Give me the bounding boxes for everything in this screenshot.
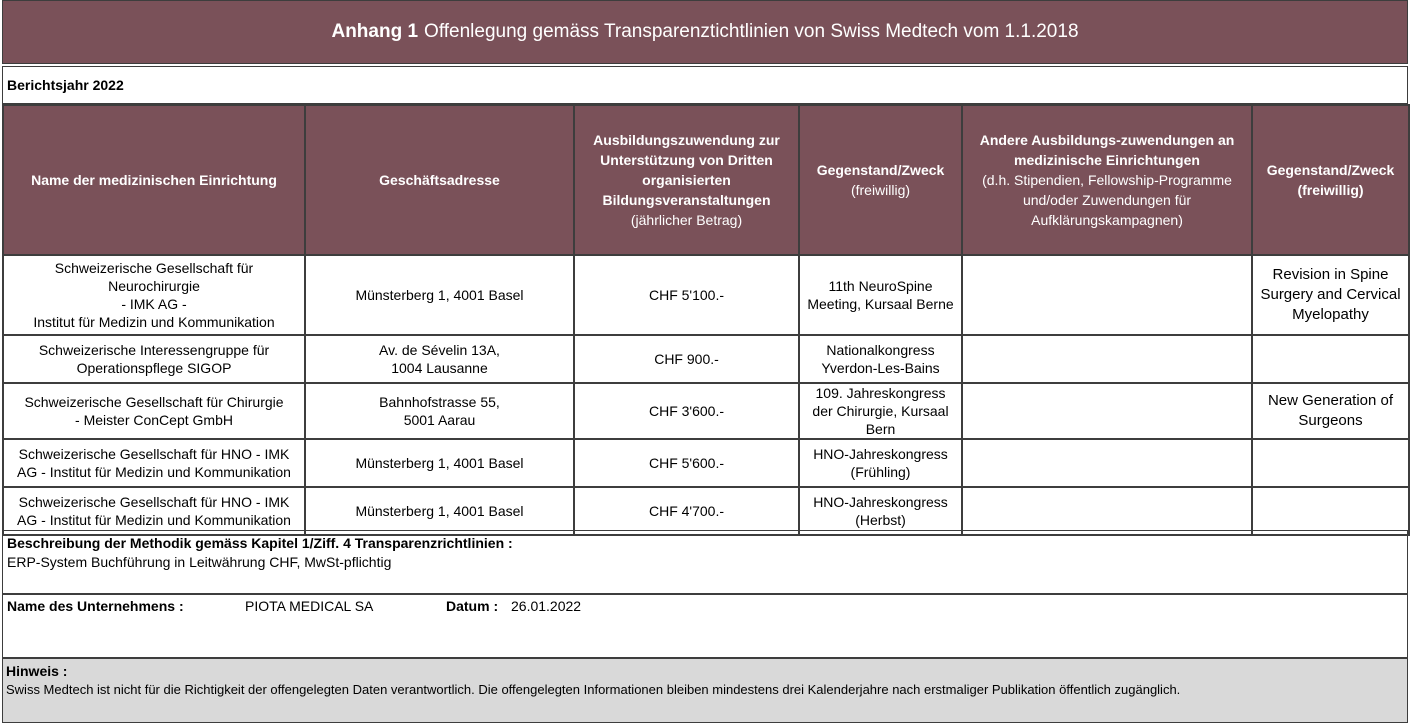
notice-label: Hinweis : [6, 663, 68, 679]
institution-cell-line: Schweizerische Gesellschaft für Chirurgie [24, 394, 284, 410]
methodology-text: ERP-System Buchführung in Leitwährung CHF, MwSt-pflichtig [7, 554, 392, 570]
disclosure-table [2, 104, 1410, 536]
other-purpose-cell [1252, 255, 1409, 335]
address-cell [305, 439, 574, 487]
purpose-cell-line: Nationalkongress [826, 342, 935, 358]
company-name-label: Name des Unternehmens : [7, 598, 184, 614]
other-purpose-cell-line: Myelopathy [1292, 306, 1369, 323]
amount-cell [574, 335, 799, 383]
purpose-cell [799, 487, 962, 535]
institution-cell [3, 487, 305, 535]
column-header-purpose: Gegenstand/Zweck (freiwillig) [799, 105, 962, 255]
institution-cell-line: - Meister ConCept GmbH [75, 412, 233, 428]
address-cell-line: Münsterberg 1, 4001 Basel [355, 503, 524, 519]
other-purpose-cell-line: Surgery and Cervical [1260, 286, 1401, 303]
address-cell [305, 255, 574, 335]
amount-cell-value: CHF 5'100.- [648, 287, 725, 303]
address-cell-line: 5001 Aarau [403, 412, 476, 428]
address-cell-line: Av. de Sévelin 13A, [379, 342, 500, 358]
column-header-education-grant: Ausbildungszuwendung zur Unterstützung von Dritten organisierten Bildungsveranstaltungen (jährlicher Betrag) [574, 105, 799, 255]
other-purpose-cell [1252, 439, 1409, 487]
institution-cell-line: Operationspflege SIGOP [76, 360, 232, 376]
address-cell-line: Bahnhofstrasse 55, [379, 394, 500, 410]
document-title [2, 0, 1408, 64]
other-purpose-cell [1252, 487, 1409, 535]
table-body [3, 255, 1409, 535]
report-year: Berichtsjahr 2022 [2, 66, 1408, 104]
institution-cell-line: Schweizerische Gesellschaft für [54, 260, 254, 276]
column-header-other-grants: Andere Ausbildungs-zuwendungen an medizinische Einrichtungen (d.h. Stipendien, Fellowship-Programme und/oder Zuwendungen für Aufklärungskampagnen) [962, 105, 1252, 255]
purpose-cell [799, 383, 962, 439]
table-row [3, 255, 1409, 335]
other-grants-cell [962, 383, 1252, 439]
amount-cell [574, 487, 799, 535]
address-cell-line: Münsterberg 1, 4001 Basel [355, 455, 524, 471]
table-row [3, 335, 1409, 383]
purpose-cell-line: HNO-Jahreskongress [813, 446, 948, 462]
notice-text: Swiss Medtech ist nicht für die Richtigkeit der offengelegten Daten verantwortlich. Die offengelegten Informationen bleiben mindestens drei Kalenderjahre nach erstmaliger Publikation öffentlich zugänglich. [6, 682, 1181, 697]
purpose-cell-line: Yverdon-Les-Bains [821, 360, 940, 376]
purpose-cell-line: 109. Jahreskongress [815, 385, 946, 401]
methodology-section [2, 530, 1408, 594]
address-cell [305, 335, 574, 383]
purpose-cell-line: (Frühling) [850, 464, 911, 480]
other-grants-cell [962, 439, 1252, 487]
other-purpose-cell [1252, 335, 1409, 383]
other-grants-cell [962, 487, 1252, 535]
date-value: 26.01.2022 [511, 598, 582, 614]
title-text: Offenlegung gemäss Transparenztichtlinien von Swiss Medtech vom 1.1.2018 [424, 21, 1079, 42]
table-row [3, 439, 1409, 487]
other-grants-cell [962, 255, 1252, 335]
address-cell-line: 1004 Lausanne [391, 360, 488, 376]
amount-cell-value: CHF 4'700.- [648, 503, 725, 519]
column-header-institution: Name der medizinischen Einrichtung [3, 105, 305, 255]
company-name-value: PIOTA MEDICAL SA [245, 598, 374, 614]
institution-cell [3, 255, 305, 335]
address-cell [305, 383, 574, 439]
title-bold: Anhang 1 [331, 21, 419, 42]
address-cell-line: Münsterberg 1, 4001 Basel [355, 287, 524, 303]
column-header-other-purpose: Gegenstand/Zweck (freiwillig) [1252, 105, 1409, 255]
purpose-cell [799, 439, 962, 487]
purpose-cell-line: Meeting, Kursaal Berne [807, 296, 954, 312]
institution-cell [3, 439, 305, 487]
amount-cell [574, 383, 799, 439]
purpose-cell [799, 255, 962, 335]
column-header-address: Geschäftsadresse [305, 105, 574, 255]
date-label: Datum : [446, 598, 499, 614]
institution-cell-line: Neurochirurgie [108, 278, 200, 294]
institution-cell-line: Schweizerische Gesellschaft für HNO - IMK [18, 446, 290, 462]
purpose-cell-line: (Herbst) [855, 512, 906, 528]
other-purpose-cell-line: New Generation of [1267, 392, 1394, 409]
company-section [2, 594, 1408, 658]
methodology-label: Beschreibung der Methodik gemäss Kapitel 1/Ziff. 4 Transparenzrichtlinien : [7, 535, 513, 551]
institution-cell [3, 383, 305, 439]
amount-cell-value: CHF 5'600.- [648, 455, 725, 471]
institution-cell-line: Institut für Medizin und Kommunikation [33, 314, 275, 330]
purpose-cell-line: 11th NeuroSpine [828, 278, 933, 294]
purpose-cell [799, 335, 962, 383]
institution-cell-line: AG - Institut für Medizin und Kommunikation [17, 464, 291, 480]
purpose-cell-line: der Chirurgie, Kursaal [812, 403, 949, 419]
purpose-cell-line: HNO-Jahreskongress [813, 494, 948, 510]
purpose-cell-line: Bern [865, 421, 896, 437]
amount-cell [574, 439, 799, 487]
amount-cell [574, 255, 799, 335]
notice-section [2, 658, 1408, 723]
institution-cell-line: Schweizerische Gesellschaft für HNO - IMK [18, 494, 290, 510]
other-purpose-cell [1252, 383, 1409, 439]
address-cell [305, 487, 574, 535]
other-purpose-cell-line: Revision in Spine [1272, 266, 1389, 283]
other-purpose-cell-line: Surgeons [1298, 412, 1363, 429]
amount-cell-value: CHF 3'600.- [648, 403, 725, 419]
amount-cell-value: CHF 900.- [654, 351, 719, 367]
institution-cell-line: AG - Institut für Medizin und Kommunikation [17, 512, 291, 528]
institution-cell [3, 335, 305, 383]
table-row [3, 383, 1409, 439]
table-row [3, 487, 1409, 535]
table-header-row [3, 105, 1409, 255]
institution-cell-line: Schweizerische Interessengruppe für [38, 342, 270, 358]
other-grants-cell [962, 335, 1252, 383]
institution-cell-line: - IMK AG - [121, 296, 187, 312]
